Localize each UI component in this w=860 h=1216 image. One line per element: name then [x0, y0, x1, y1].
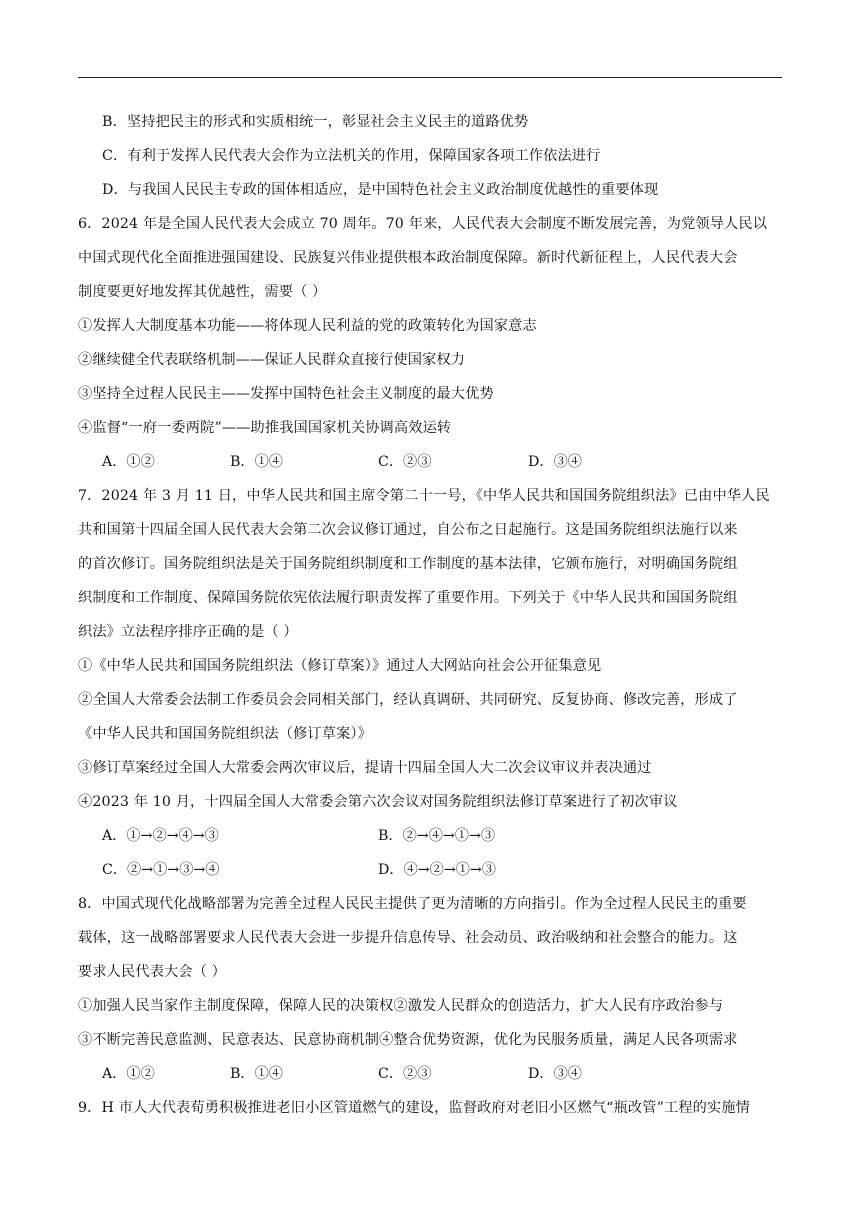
q8-option-c: C．②③	[378, 1066, 432, 1082]
q8-option-d: D．③④	[528, 1066, 582, 1082]
q6-stem-line-2: 中国式现代化全面推进强国建设、民族复兴伟业提供根本政治制度保障。新时代新征程上，人民代表大会	[78, 250, 738, 266]
q7-item-2: ②全国人大常委会法制工作委员会会同相关部门，经认真调研、共同研究、反复协商、修改完善，形成了	[78, 692, 738, 708]
q6-option-b: B．①④	[230, 454, 283, 470]
q7-option-d: D．④→②→①→③	[378, 862, 496, 878]
q5-option-d: D．与我国人民民主专政的国体相适应，是中国特色社会主义政治制度优越性的重要体现	[102, 182, 659, 198]
q7-option-b: B．②→④→①→③	[378, 828, 496, 844]
q8-stem-line-3: 要求人民代表大会（ ）	[78, 964, 227, 980]
q6-stem-line-3: 制度要更好地发挥其优越性，需要（ ）	[78, 284, 327, 300]
header-rule	[78, 77, 782, 78]
q7-item-4: ④2023 年 10 月，十四届全国人大常委会第六次会议对国务院组织法修订草案进行了初次审议	[78, 794, 678, 810]
q8-item-3-4: ③不断完善民意监测、民意表达、民意协商机制④整合优势资源，优化为民服务质量，满足人民各项需求	[78, 1032, 738, 1048]
q7-stem-line-3: 的首次修订。国务院组织法是关于国务院组织制度和工作制度的基本法律，它颁布施行，对明确国务院组	[78, 556, 738, 572]
q7-option-a: A．①→②→④→③	[102, 828, 219, 844]
q8-stem-line-1: 8．中国式现代化战略部署为完善全过程人民民主提供了更为清晰的方向指引。作为全过程人民民主的重要	[78, 896, 747, 912]
q8-item-1-2: ①加强人民当家作主制度保障，保障人民的决策权②激发人民群众的创造活力，扩大人民有序政治参与	[78, 998, 724, 1014]
q9-stem-line-1: 9．H 市人大代表荀勇积极推进老旧小区管道燃气的建设，监督政府对老旧小区燃气“瓶改管”工程的实施情	[78, 1100, 751, 1116]
q6-item-3: ③坚持全过程人民民主——发挥中国特色社会主义制度的最大优势	[78, 386, 494, 402]
q7-item-1: ①《中华人民共和国国务院组织法（修订草案）》通过人大网站向社会公开征集意见	[78, 658, 602, 674]
q6-item-2: ②继续健全代表联络机制——保证人民群众直接行使国家权力	[78, 352, 466, 368]
q7-item-2-continued: 《中华人民共和国国务院组织法（修订草案）》	[78, 726, 372, 742]
q7-item-3: ③修订草案经过全国人大常委会两次审议后，提请十四届全国人大二次会议审议并表决通过	[78, 760, 652, 776]
q6-item-1: ①发挥人大制度基本功能——将体现人民利益的党的政策转化为国家意志	[78, 318, 537, 334]
q6-stem-line-1: 6．2024 年是全国人民代表大会成立 70 周年。70 年来，人民代表大会制度不断发展完善，为党领导人民以	[78, 216, 768, 232]
q8-option-b: B．①④	[230, 1066, 283, 1082]
q5-option-c: C．有利于发挥人民代表大会作为立法机关的作用，保障国家各项工作依法进行	[102, 148, 601, 164]
q7-stem-line-4: 织制度和工作制度、保障国务院依宪依法履行职责发挥了重要作用。下列关于《中华人民共和国国务院组	[78, 590, 738, 606]
q7-stem-line-5: 织法》立法程序排序正确的是（ ）	[78, 624, 298, 640]
q6-option-c: C．②③	[378, 454, 432, 470]
q8-option-a: A．①②	[102, 1066, 155, 1082]
q7-stem-line-1: 7．2024 年 3 月 11 日，中华人民共和国主席令第二十一号，《中华人民共和国国务院组织法》已由中华人民	[78, 488, 770, 504]
q6-option-d: D．③④	[528, 454, 582, 470]
q5-option-b: B．坚持把民主的形式和实质相统一，彰显社会主义民主的道路优势	[102, 114, 529, 130]
q7-option-c: C．②→①→③→④	[102, 862, 220, 878]
q6-item-4: ④监督“一府一委两院”——助推我国国家机关协调高效运转	[78, 420, 452, 436]
q8-stem-line-2: 载体，这一战略部署要求人民代表大会进一步提升信息传导、社会动员、政治吸纳和社会整合的能力。这	[78, 930, 738, 946]
q7-stem-line-2: 共和国第十四届全国人民代表大会第二次会议修订通过，自公布之日起施行。这是国务院组织法施行以来	[78, 522, 738, 538]
q6-option-a: A．①②	[102, 454, 155, 470]
